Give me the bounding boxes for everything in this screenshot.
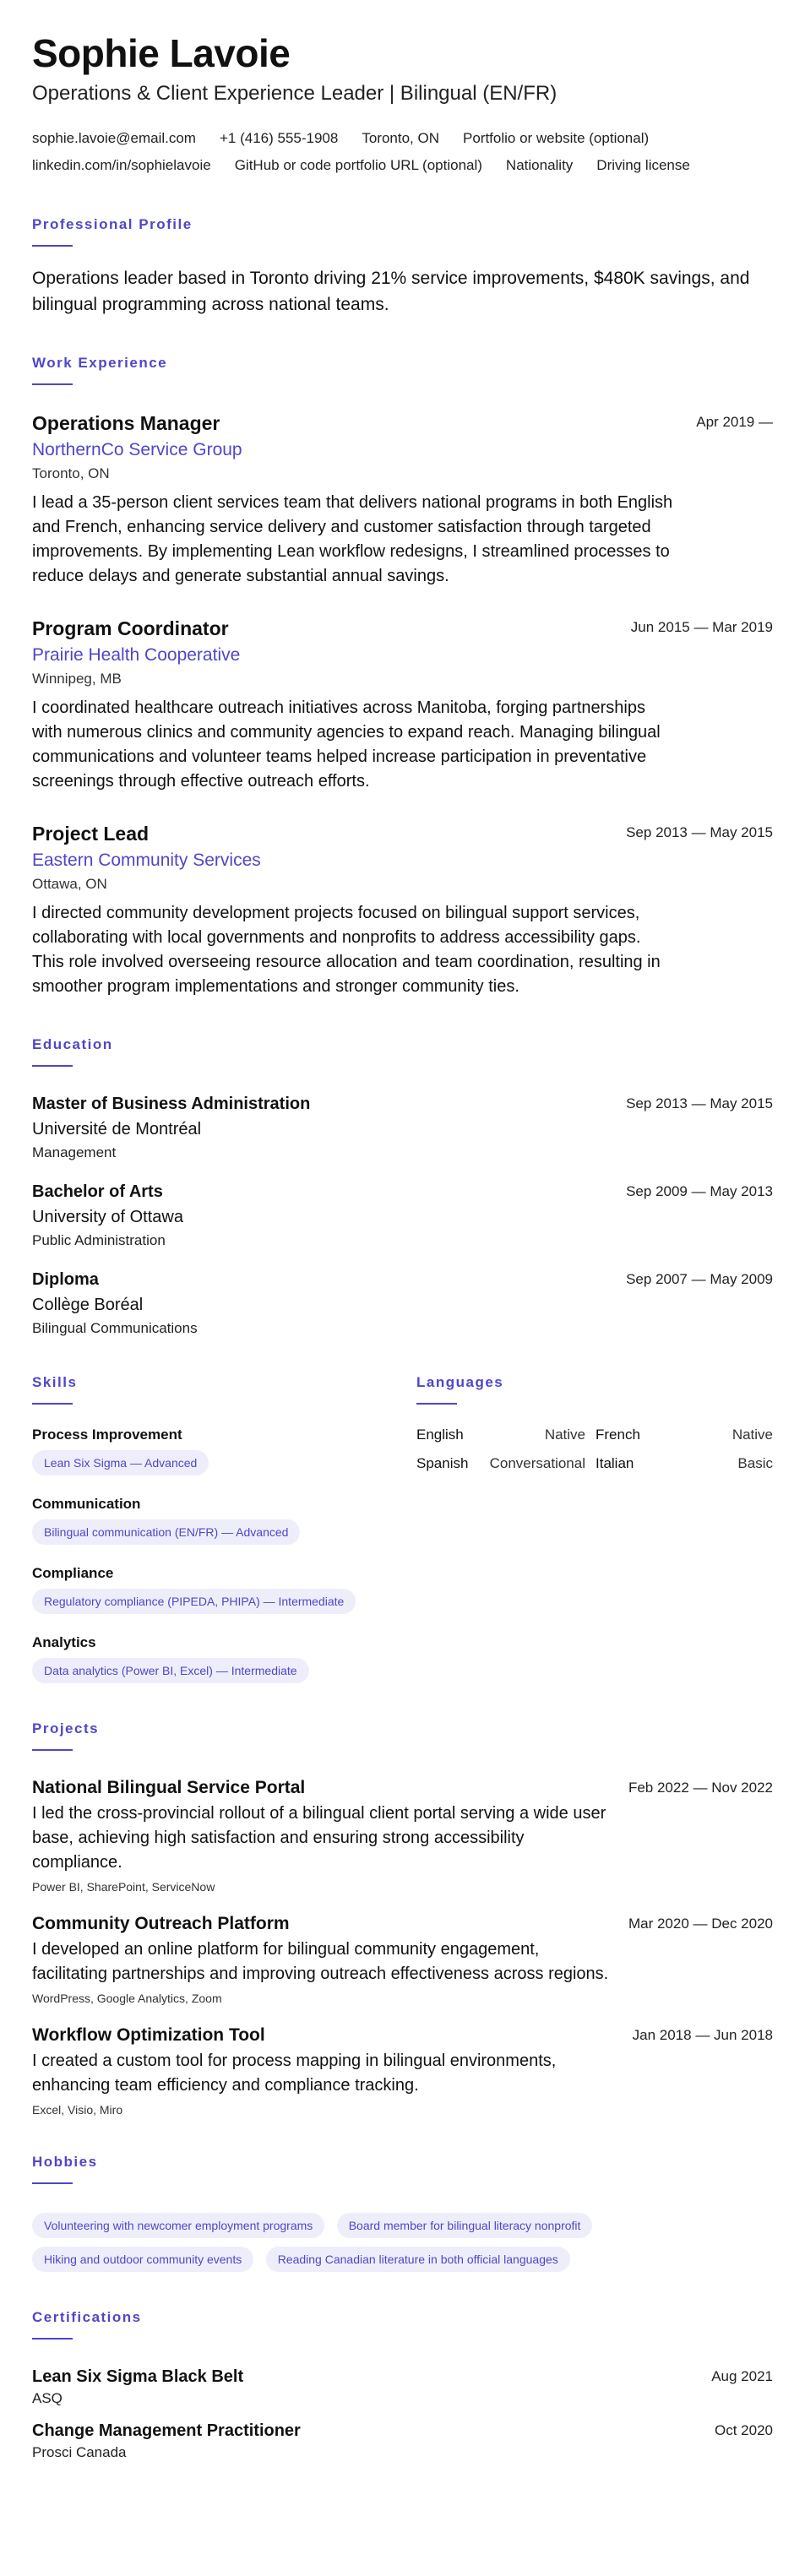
- section-divider: [416, 1403, 457, 1405]
- education-degree: Master of Business Administration: [32, 1095, 311, 1113]
- education-school: University of Ottawa: [32, 1208, 183, 1226]
- contact-portfolio[interactable]: Portfolio or website (optional): [462, 130, 650, 146]
- certification-issuer: Prosci Canada: [32, 2444, 127, 2460]
- education-field: Management: [32, 1144, 117, 1160]
- job-description: I coordinated healthcare outreach initiatives across Manitoba, forging partnerships with numerous clinics and community agencies to expand reach. Managing bilingual communications and volunteer teams helped increase participation in preventative screenings through effective outreach efforts.: [32, 698, 661, 791]
- section-title: Work Experience: [32, 355, 168, 371]
- language-name: Italian: [596, 1455, 634, 1471]
- language-level: Native: [544, 1427, 585, 1443]
- section-title: Certifications: [32, 2309, 142, 2325]
- section-divider: [32, 383, 73, 385]
- job-list: [32, 410, 773, 999]
- profile-summary: Operations leader based in Toronto driving 21% service improvements, $480K savings, and bilingual programming across national teams.: [32, 269, 750, 314]
- language-name: French: [596, 1427, 640, 1443]
- project-list: [32, 1776, 773, 2117]
- language-item: [596, 1455, 773, 1472]
- job-entry: [32, 410, 773, 589]
- education-field: Public Administration: [32, 1232, 166, 1248]
- certification-entry: [32, 2365, 773, 2407]
- job-title: Operations Manager: [32, 412, 220, 434]
- candidate-name: Sophie Lavoie: [32, 31, 291, 75]
- job-dates: Jun 2015 — Mar 2019: [630, 619, 773, 635]
- skill-group-name: Analytics: [32, 1634, 96, 1650]
- language-item: [596, 1427, 773, 1443]
- contact-list: [32, 125, 773, 179]
- skill-group: [32, 1565, 416, 1614]
- certification-title: Lean Six Sigma Black Belt: [32, 2367, 244, 2386]
- certification-date: Aug 2021: [711, 2368, 773, 2384]
- job-description: I lead a 35-person client services team that delivers national programs in both English and French, enhancing service delivery and customer satisfaction through targeted improvements. By implementing Lean workflow redesigns, I streamlined processes to reduce delays and generate substantial annual savings.: [32, 493, 673, 585]
- skill-group: [32, 1496, 416, 1545]
- language-level: Basic: [737, 1455, 773, 1471]
- education-entry: [32, 1092, 773, 1161]
- contact-email[interactable]: sophie.lavoie@email.com: [32, 130, 196, 146]
- education-dates: Sep 2007 — May 2009: [626, 1271, 773, 1287]
- candidate-headline: Operations & Client Experience Leader | Bilingual (EN/FR): [32, 82, 558, 105]
- contact-driving-license: Driving license: [596, 157, 690, 173]
- job-company: Prairie Health Cooperative: [32, 645, 241, 665]
- education-degree: Diploma: [32, 1270, 99, 1289]
- contact-phone[interactable]: +1 (416) 555-1908: [219, 130, 339, 146]
- contact-linkedin[interactable]: linkedin.com/in/sophielavoie: [32, 157, 211, 173]
- project-dates: Jan 2018 — Jun 2018: [632, 2027, 773, 2043]
- project-title: National Bilingual Service Portal: [32, 1778, 306, 1797]
- job-company: Eastern Community Services: [32, 851, 261, 870]
- section-title: Education: [32, 1036, 113, 1052]
- certification-date: Oct 2020: [715, 2422, 773, 2438]
- hobby-list: [32, 2204, 773, 2272]
- section-title: Skills: [32, 1374, 78, 1390]
- project-entry: [32, 2024, 773, 2117]
- project-description: I developed an online platform for bilingual community engagement, facilitating partnerships and improving outreach effectiveness across regions.: [32, 1940, 609, 1983]
- project-description: I led the cross-provincial rollout of a bilingual client portal serving a wide user base, achieving high satisfaction and ensuring strong accessibility compliance.: [32, 1804, 606, 1872]
- section-title: Languages: [416, 1374, 504, 1390]
- skill-group: [32, 1427, 416, 1475]
- education-entry: [32, 1268, 773, 1337]
- section-divider: [32, 1065, 73, 1067]
- job-entry: [32, 821, 773, 999]
- language-name: Spanish: [416, 1455, 469, 1471]
- skill-group-list: [32, 1427, 416, 1683]
- section-title: Hobbies: [32, 2154, 98, 2170]
- project-title: Workflow Optimization Tool: [32, 2025, 265, 2045]
- language-item: [416, 1455, 585, 1472]
- language-level: Native: [732, 1427, 773, 1443]
- project-description: I created a custom tool for process mapping in bilingual environments, enhancing team efficiency and compliance tracking.: [32, 2052, 557, 2095]
- language-item: [416, 1427, 585, 1443]
- skills-section: [32, 1374, 416, 1683]
- education-school: Collège Boréal: [32, 1296, 144, 1314]
- project-tech: Power BI, SharePoint, ServiceNow: [32, 1880, 215, 1894]
- contact-nationality: Nationality: [505, 157, 574, 173]
- skill-group-name: Compliance: [32, 1565, 114, 1581]
- section-title: Projects: [32, 1720, 100, 1736]
- section-divider: [32, 2182, 73, 2184]
- languages-section: [416, 1374, 773, 1683]
- profile-section: [32, 216, 773, 318]
- language-name: English: [416, 1427, 464, 1443]
- education-degree: Bachelor of Arts: [32, 1182, 163, 1201]
- skill-group: [32, 1634, 416, 1683]
- job-dates: Apr 2019 —: [696, 414, 773, 430]
- skill-group-name: Communication: [32, 1496, 141, 1512]
- project-title: Community Outreach Platform: [32, 1914, 290, 1933]
- resume-header: [32, 30, 773, 179]
- education-dates: Sep 2009 — May 2013: [626, 1183, 773, 1199]
- education-school: Université de Montréal: [32, 1120, 202, 1139]
- projects-section: [32, 1720, 773, 2117]
- job-title: Project Lead: [32, 823, 150, 845]
- contact-location: Toronto, ON: [362, 130, 439, 146]
- language-list: [416, 1427, 773, 1472]
- job-location: Ottawa, ON: [32, 876, 107, 892]
- job-company: NorthernCo Service Group: [32, 440, 242, 459]
- education-list: [32, 1092, 773, 1337]
- section-divider: [32, 1749, 73, 1751]
- contact-github[interactable]: GitHub or code portfolio URL (optional): [234, 157, 482, 173]
- project-entry: [32, 1776, 773, 1894]
- project-dates: Feb 2022 — Nov 2022: [628, 1780, 773, 1796]
- project-dates: Mar 2020 — Dec 2020: [628, 1916, 773, 1932]
- section-divider: [32, 1403, 73, 1405]
- job-title: Program Coordinator: [32, 617, 229, 639]
- job-location: Winnipeg, MB: [32, 671, 122, 687]
- certification-title: Change Management Practitioner: [32, 2421, 301, 2440]
- certifications-section: [32, 2309, 773, 2461]
- education-section: [32, 1036, 773, 1337]
- skill-pill: Bilingual communication (EN/FR) — Advanced: [32, 1519, 300, 1545]
- experience-section: [32, 355, 773, 999]
- hobby-pill: Reading Canadian literature in both official languages: [266, 2247, 570, 2272]
- job-location: Toronto, ON: [32, 465, 110, 481]
- section-divider: [32, 2338, 73, 2340]
- skills-languages-row: [32, 1374, 773, 1683]
- hobbies-section: [32, 2154, 773, 2272]
- section-title: Professional Profile: [32, 216, 193, 232]
- certification-entry: [32, 2419, 773, 2461]
- language-level: Conversational: [489, 1455, 585, 1471]
- skill-pill: Regulatory compliance (PIPEDA, PHIPA) — Intermediate: [32, 1589, 356, 1614]
- education-entry: [32, 1180, 773, 1249]
- project-tech: WordPress, Google Analytics, Zoom: [32, 1992, 222, 2005]
- education-field: Bilingual Communications: [32, 1320, 198, 1336]
- project-tech: Excel, Visio, Miro: [32, 2103, 123, 2117]
- project-entry: [32, 1912, 773, 2005]
- skill-pill: Lean Six Sigma — Advanced: [32, 1450, 209, 1475]
- skill-pill: Data analytics (Power BI, Excel) — Intermediate: [32, 1658, 309, 1683]
- certification-list: [32, 2365, 773, 2461]
- job-entry: [32, 616, 773, 794]
- job-description: I directed community development projects focused on bilingual support services, collaborating with local governments and nonprofits to address accessibility gaps. This role involved overseeing resource allocation and team coordination, resulting in smoother program implementations and stronger community ties.: [32, 904, 661, 996]
- education-dates: Sep 2013 — May 2015: [626, 1095, 773, 1111]
- hobby-pill: Hiking and outdoor community events: [32, 2247, 253, 2272]
- section-divider: [32, 245, 73, 247]
- job-dates: Sep 2013 — May 2015: [626, 824, 773, 840]
- skill-group-name: Process Improvement: [32, 1427, 182, 1443]
- certification-issuer: ASQ: [32, 2390, 63, 2406]
- hobby-pill: Board member for bilingual literacy nonprofit: [337, 2213, 593, 2238]
- hobby-pill: Volunteering with newcomer employment programs: [32, 2213, 324, 2238]
